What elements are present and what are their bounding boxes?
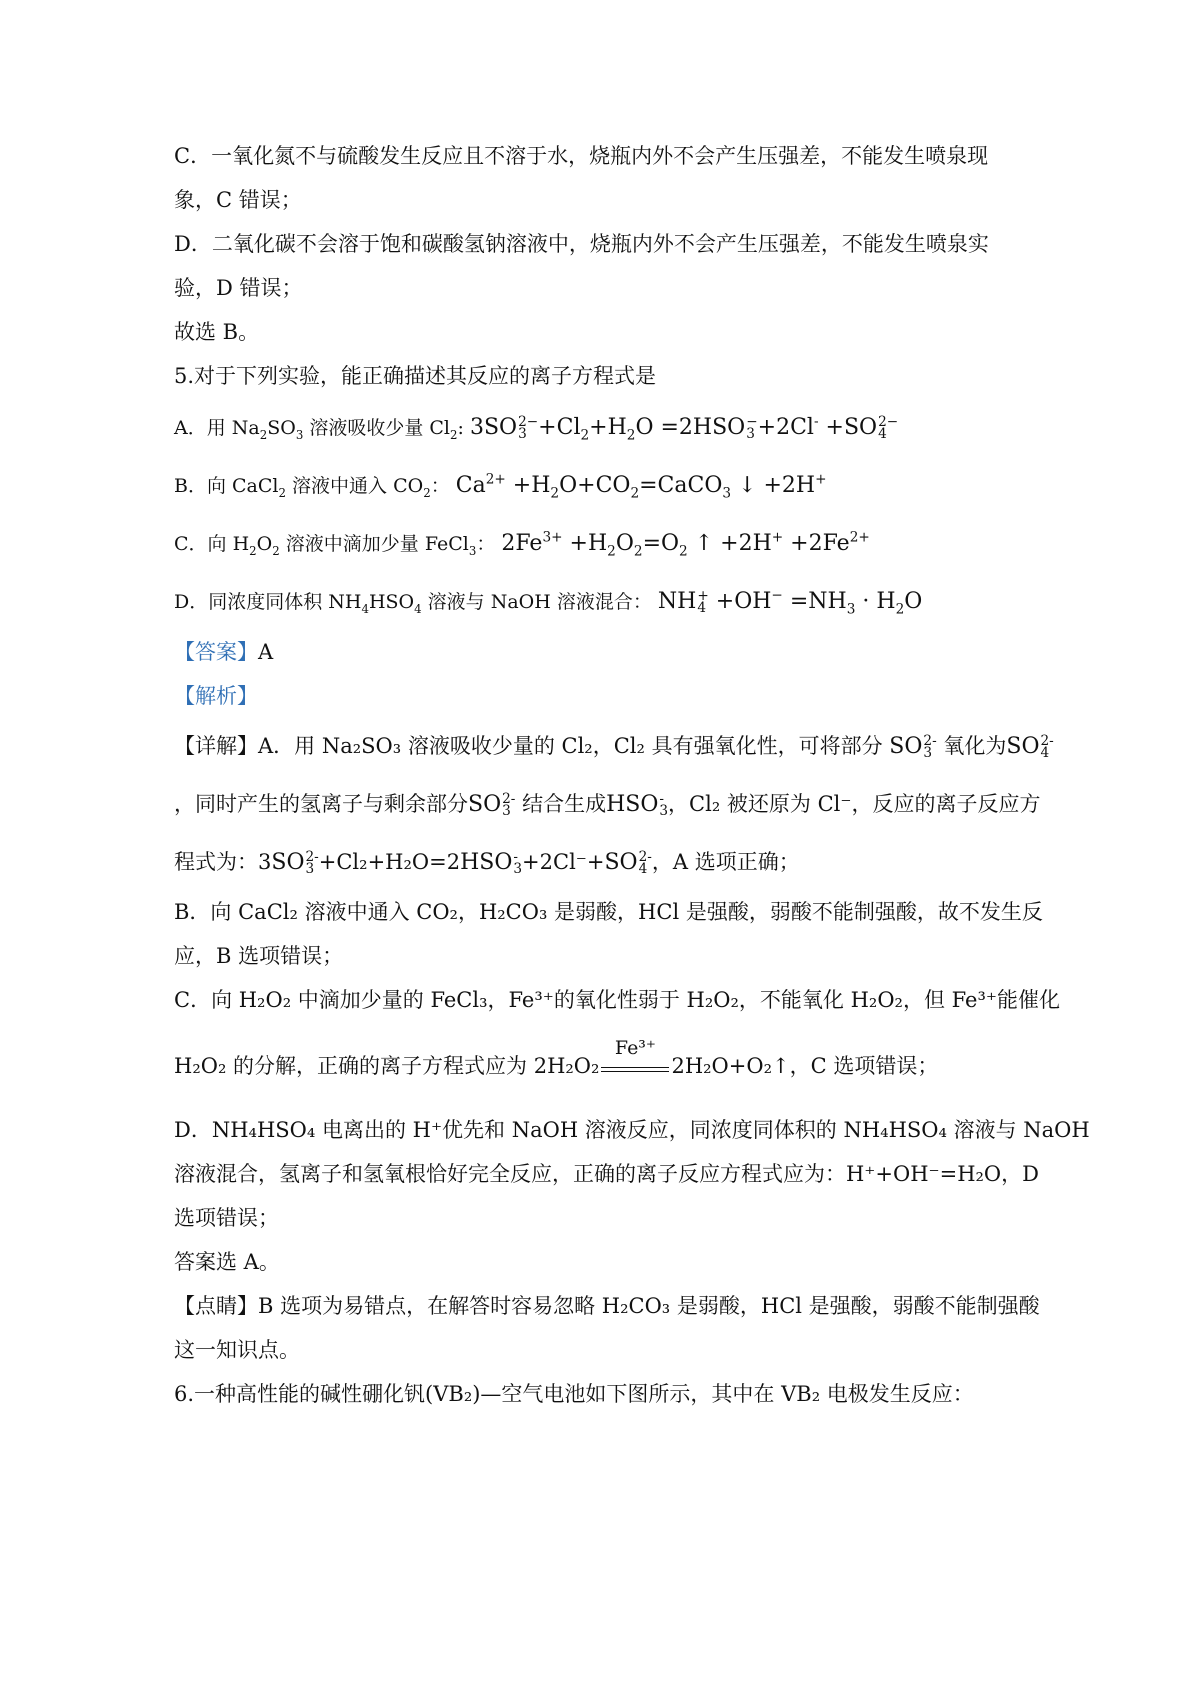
point-line2: 这一知识点。: [174, 1338, 300, 1362]
option-b: B．向 CaCl$_2$ 溶液中通入 $CO_2$： $Ca^{2+}$ $+H_2O+CO_2=CaCO_3$ ↓ +2H+: [174, 471, 827, 502]
detail-a-line3: 程式为：3SO 2- 3 +Cl₂+H₂O=2HSO - 3 +2Cl⁻+SO 2- 4 ，A 选项正确；: [174, 848, 800, 877]
option-a: A．用 $Na_2SO_3$ 溶液吸收少量 $Cl_2$: 3SO 2− 3 $+Cl_2+H_2O =2HSO$ − 3 +2Cl- +SO 2− 4: [174, 413, 899, 444]
detail-a-line2: ，同时产生的氢离子与剩余部分SO 2- 3 结合生成HSO - 3 ，Cl₂ 被还原为 Cl⁻，反应的离子反应方: [174, 790, 1041, 819]
equation-c: $2Fe^{3+} +H_2O_2=O_2$ ↑ $+2H^+ +2Fe^{2+}$: [501, 529, 870, 560]
detail-c-line2: H₂O₂ 的分解，正确的离子方程式应为 2H₂O₂ Fe³⁺ 2H₂O+O₂↑，C 选项错误；: [174, 1052, 938, 1082]
question-5-stem: 5.对于下列实验，能正确描述其反应的离子方程式是: [174, 364, 657, 388]
answer-value: A: [258, 640, 274, 664]
detail-c-line1: C．向 H₂O₂ 中滴加少量的 FeCl₃，Fe³⁺的氧化性弱于 H₂O₂，不能氧化 H₂O₂，但 Fe³⁺能催化: [174, 988, 1060, 1012]
option-d: D．同浓度同体积 $NH_4HSO_4$ 溶液与 NaOH 溶液混合： NH + 4 $+OH^- =NH_3 \cdot H_2O$: [174, 587, 923, 618]
equation-d: NH + 4 $+OH^- =NH_3 \cdot H_2O$: [657, 587, 923, 618]
analysis-heading: 【解析】: [174, 684, 258, 708]
catalyst-label: Fe³⁺: [614, 1036, 656, 1059]
point-label: 【点睛】: [174, 1294, 258, 1318]
detail-d-line3: 选项错误；: [174, 1206, 279, 1230]
equation-a: 3SO 2− 3 $+Cl_2+H_2O =2HSO$ − 3 +2Cl- +SO 2− 4: [469, 413, 899, 444]
detail-b-line2: 应，B 选项错误；: [174, 944, 344, 968]
equation-b: $Ca^{2+}$ $+H_2O+CO_2=CaCO_3$ ↓ +2H+: [455, 471, 827, 502]
conclusion: 答案选 A。: [174, 1250, 280, 1274]
paragraph-line: D．二氧化碳不会溶于饱和碳酸氢钠溶液中，烧瓶内外不会产生压强差，不能发生喷泉实: [174, 232, 989, 256]
detail-label: 【详解】: [174, 734, 258, 758]
option-c: C．向 $H_2O_2$ 溶液中滴加少量 FeCl$_3$： $2Fe^{3+} +H_2O_2=O_2$ ↑ $+2H^+ +2Fe^{2+}$: [174, 529, 870, 560]
paragraph-line: 验，D 错误；: [174, 276, 303, 300]
paragraph-line: 象，C 错误；: [174, 188, 302, 212]
detail-d-line2: 溶液混合，氢离子和氢氧根恰好完全反应，正确的离子反应方程式应为：H⁺+OH⁻=H₂O，D: [174, 1162, 1039, 1186]
paragraph-line: 故选 B。: [174, 320, 260, 344]
paragraph-line: C．一氧化氮不与硫酸发生反应且不溶于水，烧瓶内外不会产生压强差，不能发生喷泉现: [174, 144, 989, 168]
question-6-stem: 6.一种高性能的碱性硼化钒(VB₂)—空气电池如下图所示，其中在 VB₂ 电极发生反应：: [174, 1382, 974, 1406]
point-line1: 【点睛】B 选项为易错点，在解答时容易忽略 H₂CO₃ 是弱酸，HCl 是强酸，弱酸不能制强酸: [174, 1294, 1040, 1318]
answer-line: [174, 638, 273, 666]
detail-a-line1: 【详解】A．用 Na₂SO₃ 溶液吸收少量的 Cl₂，Cl₂ 具有强氧化性，可将部分 SO 2- 3 氧化为SO 2- 4: [174, 732, 1054, 761]
detail-b-line1: B．向 CaCl₂ 溶液中通入 CO₂，H₂CO₃ 是弱酸，HCl 是强酸，弱酸不能制强酸，故不发生反: [174, 900, 1043, 924]
detail-d-line1: D．NH₄HSO₄ 电离出的 H⁺优先和 NaOH 溶液反应，同浓度同体积的 NH₄HSO₄ 溶液与 NaOH: [174, 1118, 1090, 1142]
answer-label: 【答案】: [174, 640, 258, 664]
catalyst-arrow: [601, 1036, 669, 1082]
